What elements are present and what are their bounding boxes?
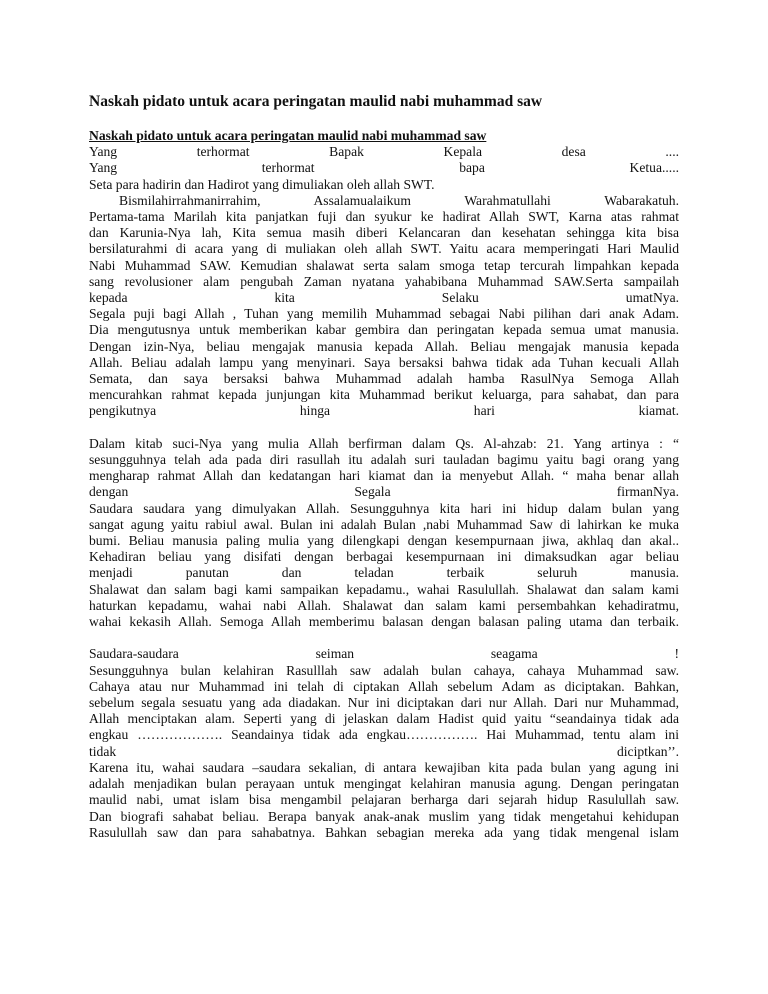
text-line: wahai kekasih Allah. Semoga Allah memberimu balasan dengan balasan paling utama dan terbaik. xyxy=(89,614,679,630)
text-line: Kehadiran beliau yang disifati dengan berbagai kesempurnaan ini dimaksudkan agar beliau xyxy=(89,549,679,565)
document-subtitle: Naskah pidato untuk acara peringatan maulid nabi muhammad saw xyxy=(89,128,487,143)
text-line: Dia mengutusnya untuk memberikan kabar gembira dan peringatan kepada semua umat manusia. xyxy=(89,322,679,338)
document-body xyxy=(89,128,679,841)
text-line: Yang terhormat Bapak Kepala desa .... xyxy=(89,144,679,160)
text-line: Shalawat dan salam bagi kami sampaikan kepadamu., wahai Rasulullah. Shalawat dan salam kami xyxy=(89,581,679,597)
text-line: sang revolusioner alam pengubah Zaman nyatana yahabibana Muhammad SAW.Serta sampailah xyxy=(89,273,679,289)
text-line: bersilaturahmi di acara yang di muliakan oleh allah SWT. Yaitu acara memperingati Hari Maulid xyxy=(89,241,679,257)
document-title: Naskah pidato untuk acara peringatan maulid nabi muhammad saw xyxy=(89,93,543,110)
text-line: Semata, dan saya bersaksi bahwa Muhammad adalah hamba RasulNya Semoga Allah xyxy=(89,371,679,387)
text-line: Dalam kitab suci-Nya yang mulia Allah berfirman dalam Qs. Al-ahzab: 21. Yang artinya : “ xyxy=(89,435,679,451)
text-line: kepada kita Selaku umatNya. xyxy=(89,290,679,306)
text-line: engkau ………………. Seandainya tidak ada engkau……………. Hai Muhammad, tentu alam ini xyxy=(89,727,679,743)
text-line: Karena itu, wahai saudara –saudara sekalian, di antara kewajiban kita pada bulan yang agung ini xyxy=(89,759,679,775)
text-line: Saudara saudara yang dimulyakan Allah. Sesungguhnya kita hari ini hidup dalam bulan yang xyxy=(89,500,679,516)
paragraph-gap xyxy=(89,420,679,436)
text-line: tidak diciptkan’’. xyxy=(89,743,679,759)
text-line: Pertama-tama Marilah kita panjatkan fuji dan syukur ke hadirat Allah SWT, Karna atas rahmat xyxy=(89,209,679,225)
text-line: adalah menjadikan bulan perayaan untuk mengingat kelahiran manusia agung. Dengan peringatan xyxy=(89,776,679,792)
text-line: maulid nabi, umat islam bisa mengambil pelajaran berharga dari sejarah hidup Rasulullah saw. xyxy=(89,792,679,808)
text-line: Sesungguhnya bulan kelahiran Rasulllah saw adalah bulan cahaya, cahaya Muhammad saw. xyxy=(89,662,679,678)
paragraph-gap xyxy=(89,630,679,646)
text-line: bumi. Beliau manusia paling mulia yang dilengkapi dengan kesempurnaan jiwa, akhlaq dan akal.. xyxy=(89,533,679,549)
text-line: Dan biografi sahabat beliau. Berapa banyak anak-anak muslim yang tidak mengetahui kehidupan xyxy=(89,808,679,824)
text-line: menjadi panutan dan teladan terbaik seluruh manusia. xyxy=(89,565,679,581)
text-line: sebelum segala sesuatu yang ada diadakan. Nur ini diciptakan dari nur Allah. Dari nur Muhammad, xyxy=(89,695,679,711)
text-line: Allah. Beliau adalah lampu yang menyinari. Saya bersaksi bahwa tidak ada Tuhan kecuali Allah xyxy=(89,354,679,370)
text-line: Cahaya atau nur Muhammad ini telah di ciptakan Allah sebelum Adam as diciptakan. Bahkan, xyxy=(89,678,679,694)
text-line: haturkan kepadamu, wahai nabi Allah. Shalawat dan salam kami persembahkan kehadiratmu, xyxy=(89,597,679,613)
text-line: Dengan izin-Nya, beliau mengajak manusia kepada Allah. Beliau mengajak manusia kepada xyxy=(89,338,679,354)
text-line: Saudara-saudara seiman seagama ! xyxy=(89,646,679,662)
text-line: Nabi Muhammad SAW. Kemudian shalawat serta salam smoga tetap tercurah limpahkan kepada xyxy=(89,257,679,273)
document-page xyxy=(89,0,679,994)
text-line: Segala puji bagi Allah , Tuhan yang memilih Muhammad sebagai Nabi pilihan dari anak Adam. xyxy=(89,306,679,322)
text-line: Rasulullah saw dan para sahabatnya. Bahkan sebagian mereka ada yang tidak mengenal islam xyxy=(89,824,679,840)
text-line: Seta para hadirin dan Hadirot yang dimuliakan oleh allah SWT. xyxy=(89,176,435,192)
text-line: Yang terhormat bapa Ketua..... xyxy=(89,160,679,176)
text-line: mengharap rahmat Allah dan kedatangan hari kiamat dan ia menyebut Allah. “ maha benar allah xyxy=(89,468,679,484)
text-line: dan Karunia-Nya lah, Kita semua masih diberi Kelancaran dan kesehatan sehingga kita bisa xyxy=(89,225,679,241)
text-line: Bismilahirrahmanirrahim, Assalamualaikum Warahmatullahi Wabarakatuh. xyxy=(119,192,679,208)
text-line: mencurahkan rahmat kepada junjungan kita Muhammad berikut keluarga, para sahabat, dan para xyxy=(89,387,679,403)
text-line: Allah menciptakan alam. Seperti yang di jelaskan dalam Hadist quid yaitu “seandainya tidak ada xyxy=(89,711,679,727)
text-line: sangat agung yaitu rabiul awal. Bulan ini adalah Bulan ,nabi Muhammad Saw di lahirkan ke muka xyxy=(89,516,679,532)
text-line: pengikutnya hinga hari kiamat. xyxy=(89,403,679,419)
text-line: sesungguhnya telah ada pada diri rasullah itu adalah suri tauladan bagimu yaitu bagi orang yang xyxy=(89,452,679,468)
text-line: dengan Segala firmanNya. xyxy=(89,484,679,500)
